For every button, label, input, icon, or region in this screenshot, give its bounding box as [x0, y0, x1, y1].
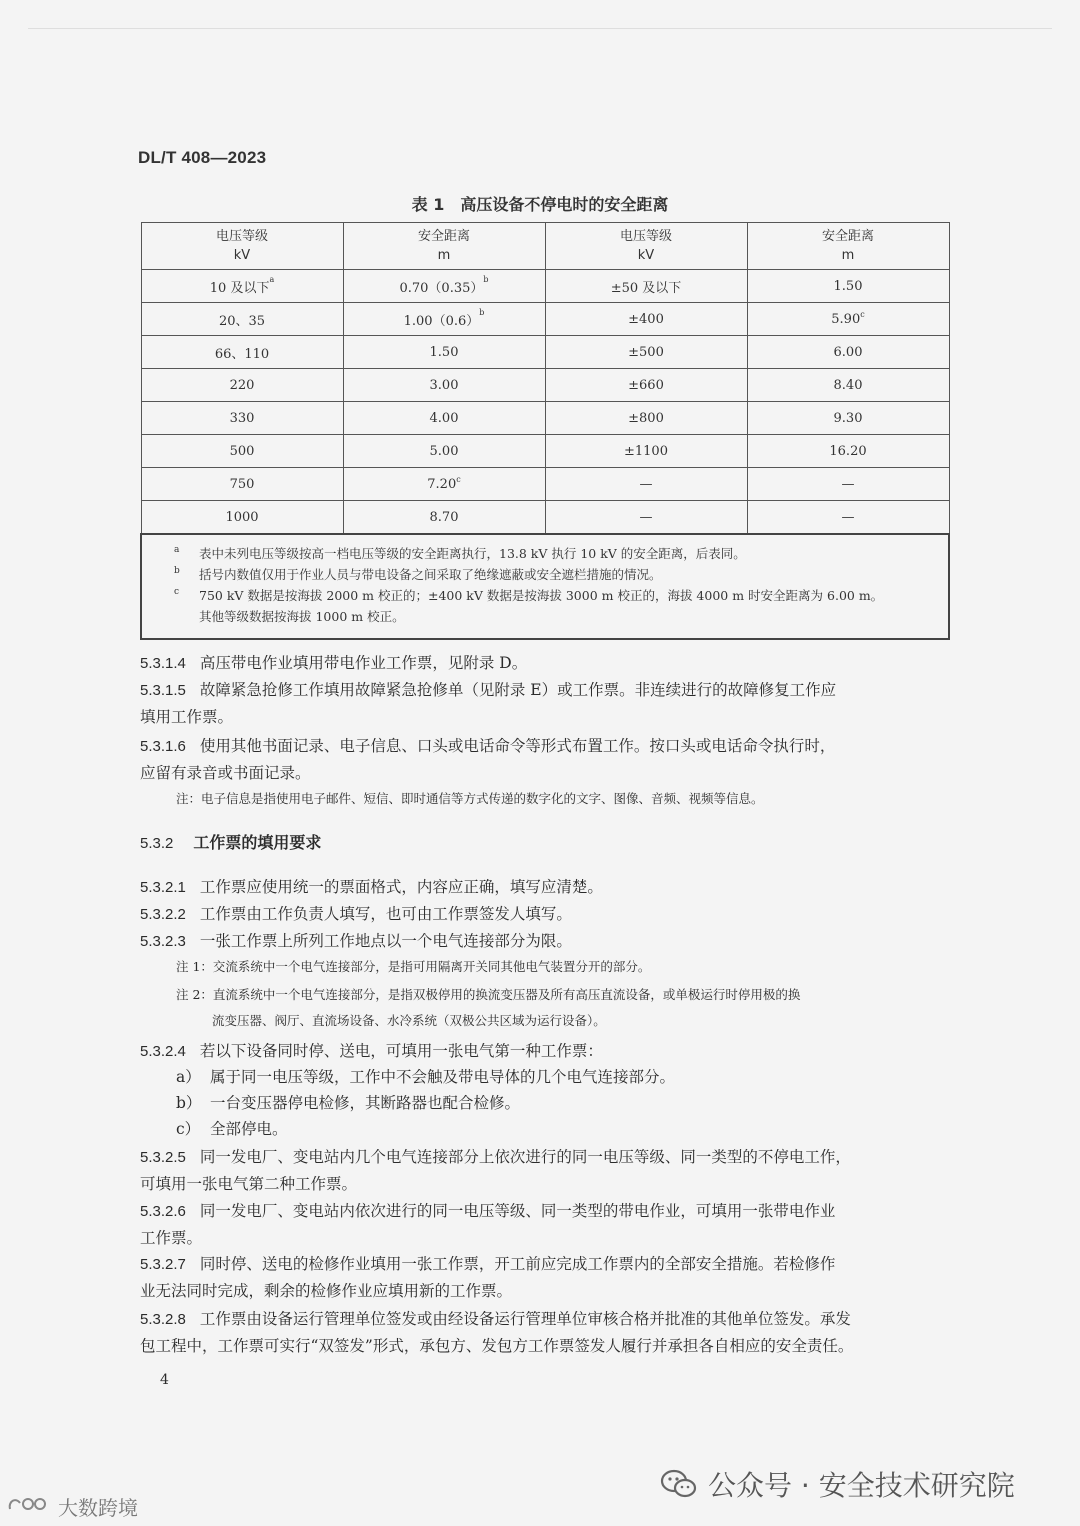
table-cell: 1.50: [747, 270, 949, 303]
table-cell: 9.30: [747, 402, 949, 435]
brand-logo-icon: [6, 1493, 52, 1520]
table-header-row: [141, 223, 949, 270]
note-2-cont: 流变压器、阀厅、直流场设备、水冷系统（双极公共区域为运行设备）。: [212, 1013, 606, 1028]
table-cell: 5.00: [343, 435, 545, 468]
table-cell: 330: [141, 402, 343, 435]
section-532-heading: 5.3.2 工作票的填用要求: [140, 833, 322, 852]
table-cell: 8.70: [343, 501, 545, 535]
safety-distance-table: [140, 222, 950, 640]
table-cell: 500: [141, 435, 343, 468]
table-cell: $0.70(0.35)^b$: [343, 270, 545, 303]
table-cell: 3.00: [343, 369, 545, 402]
table-cell: 5.90$^c$: [747, 303, 949, 336]
header-cell: 电压等级 kV: [141, 223, 343, 270]
table-cell: ±500: [545, 336, 747, 369]
clause-5315: 5.3.1.5 故障紧急抢修工作填用故障紧急抢修单（见附录 E）或工作票。非连续进行的故障修复工作应 填用工作票。: [140, 681, 837, 726]
table-cell: 1.50: [343, 336, 545, 369]
table-note-b: b 括号内数值仅用于作业人员与带电设备之间采取了绝缘遮蔽或安全遮栏措施的情况。: [174, 566, 662, 582]
table-row: [141, 303, 949, 336]
table-cell: ±1100: [545, 435, 747, 468]
table-cell: 10 及以下$^a$: [141, 270, 343, 303]
table-cell: $1.00(0.6)^b$: [343, 303, 545, 336]
clause-5325: 5.3.2.5 同一发电厂、变电站内几个电气连接部分上依次进行的同一电压等级、同一类型的不停电工作， 可填用一张电气第二种工作票。: [140, 1148, 851, 1193]
doc-code: DL/T 408—2023: [138, 148, 267, 167]
top-divider: [28, 28, 1052, 29]
header-cell: 电压等级 kV: [545, 223, 747, 270]
page-number: 4: [160, 1372, 169, 1388]
note-2: 注 2：直流系统中一个电气连接部分，是指双极停用的换流变压器及所有高压直流设备，或单极运行时停用极的换: [176, 987, 801, 1002]
table-cell: —: [545, 501, 747, 535]
table-cell: 7.20$^c$: [343, 468, 545, 501]
wechat-watermark: 公众号 · 安全技术研究院: [660, 1464, 1015, 1504]
table-cell: ±50 及以下: [545, 270, 747, 303]
table-row: [141, 270, 949, 303]
table-note-a: a 表中未列电压等级按高一档电压等级的安全距离执行，13.8 kV 执行 10 kV 的安全距离，后表同。: [174, 545, 746, 561]
table-cell: 1000: [141, 501, 343, 535]
note-electronic-info: 注：电子信息是指使用电子邮件、短信、即时通信等方式传递的数字化的文字、图像、音频、视频等信息。: [176, 791, 764, 806]
table-cell: 20、35: [141, 303, 343, 336]
list-item: b） 一台变压器停电检修，其断路器也配合检修。: [176, 1094, 521, 1112]
clause-5328: 5.3.2.8 工作票由设备运行管理单位签发或由经设备运行管理单位审核合格并批准的其他单位签发。承发 包工程中，工作票可实行“双签发”形式，承包方、发包方工作票签发人履行并承担各自相应的安全责任。: [140, 1310, 854, 1355]
clause-5326: 5.3.2.6 同一发电厂、变电站内依次进行的同一电压等级、同一类型的带电作业，可填用一张带电作业 工作票。: [140, 1202, 836, 1247]
table-note-c-cont: 其他等级数据按海拔 1000 m 校正。: [199, 609, 405, 624]
table-cell: 4.00: [343, 402, 545, 435]
table-cell: ±660: [545, 369, 747, 402]
table-cell: 8.40: [747, 369, 949, 402]
table-cell: ±400: [545, 303, 747, 336]
brand-watermark: 大数跨境: [6, 1492, 138, 1521]
table-row: [141, 369, 949, 402]
table-cell: —: [747, 468, 949, 501]
table-row: [141, 468, 949, 501]
table-cell: 66、110: [141, 336, 343, 369]
table-row: [141, 336, 949, 369]
table-cell: ±800: [545, 402, 747, 435]
list-item: a） 属于同一电压等级，工作中不会触及带电导体的几个电气连接部分。: [176, 1068, 676, 1086]
table-cell: 220: [141, 369, 343, 402]
clause-5316: 5.3.1.6 使用其他书面记录、电子信息、口头或电话命令等形式布置工作。按口头或电话命令执行时， 应留有录音或书面记录。: [140, 737, 836, 782]
table-row: [141, 402, 949, 435]
clause-5327: 5.3.2.7 同时停、送电的检修作业填用一张工作票，开工前应完成工作票内的全部安全措施。若检修作 业无法同时完成，剩余的检修作业应填用新的工作票。: [140, 1255, 836, 1300]
note-1: 注 1：交流系统中一个电气连接部分，是指可用隔离开关同其他电气装置分开的部分。: [176, 959, 651, 974]
table-cell: 6.00: [747, 336, 949, 369]
table-row: [141, 435, 949, 468]
clause-5321: 5.3.2.1 工作票应使用统一的票面格式，内容应正确，填写应清楚。: [140, 878, 603, 896]
clause-5323: 5.3.2.3 一张工作票上所列工作地点以一个电气连接部分为限。: [140, 932, 572, 950]
clause-5314: 5.3.1.4 高压带电作业填用带电作业工作票，见附录 D。: [140, 654, 528, 672]
list-item: c） 全部停电。: [176, 1120, 288, 1138]
table-cell: —: [747, 501, 949, 535]
clause-5324: 5.3.2.4 若以下设备同时停、送电，可填用一张电气第一种工作票：: [140, 1042, 603, 1060]
table-notes: [141, 534, 949, 639]
table-cell: 750: [141, 468, 343, 501]
clause-5322: 5.3.2.2 工作票由工作负责人填写，也可由工作票签发人填写。: [140, 905, 572, 923]
wechat-icon: [660, 1469, 698, 1499]
table-note-c: c 750 kV 数据是按海拔 2000 m 校正的；±400 kV 数据是按海拔 3000 m 校正的，海拔 4000 m 时安全距离为 6.00 m。: [174, 587, 884, 603]
table-title: 表 1 高压设备不停电时的安全距离: [411, 195, 669, 214]
header-cell: 安全距离 m: [343, 223, 545, 270]
table-cell: 16.20: [747, 435, 949, 468]
table-notes-row: [141, 534, 949, 639]
table-cell: —: [545, 468, 747, 501]
header-cell: 安全距离 m: [747, 223, 949, 270]
table-row: [141, 501, 949, 535]
